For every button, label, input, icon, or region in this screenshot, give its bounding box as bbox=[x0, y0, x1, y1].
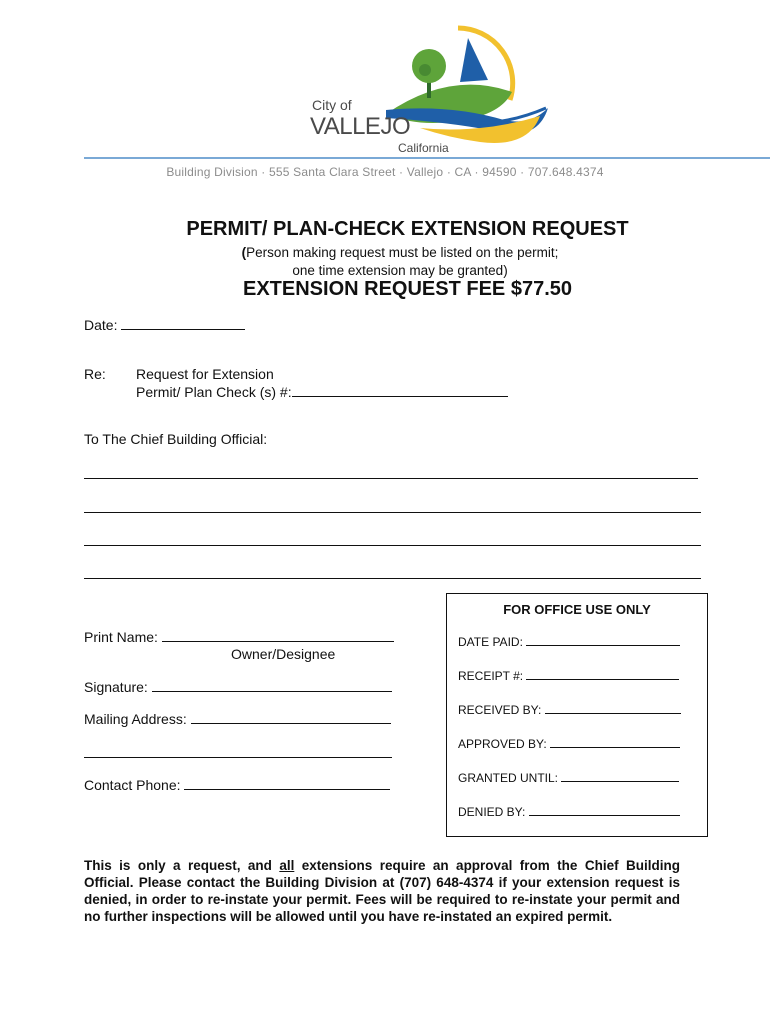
addressee: To The Chief Building Official: bbox=[84, 431, 268, 447]
office-use-box bbox=[446, 593, 708, 837]
city-logo bbox=[300, 22, 560, 160]
date-paid-row bbox=[458, 634, 680, 649]
re-line-2 bbox=[136, 384, 508, 400]
subtitle-paren: ( bbox=[241, 245, 247, 260]
print-name-label: Print Name: bbox=[84, 629, 158, 645]
mailing-field-line-2[interactable] bbox=[84, 757, 392, 758]
granted-until-field[interactable] bbox=[561, 770, 679, 782]
granted-until-row bbox=[458, 770, 679, 785]
notice-underlined-word: all bbox=[279, 858, 295, 873]
receipt-row bbox=[458, 668, 679, 683]
approved-by-field[interactable] bbox=[550, 736, 680, 748]
header-divider bbox=[84, 157, 770, 159]
granted-until-label: GRANTED UNTIL: bbox=[458, 771, 559, 785]
page-title: PERMIT/ PLAN-CHECK EXTENSION REQUEST bbox=[186, 218, 629, 240]
request-line-2[interactable] bbox=[84, 512, 701, 513]
date-paid-label: DATE PAID: bbox=[458, 635, 523, 649]
request-line-4[interactable] bbox=[84, 578, 701, 579]
permit-number-field[interactable] bbox=[292, 384, 508, 397]
date-row bbox=[84, 317, 245, 333]
print-name-field[interactable] bbox=[162, 629, 394, 642]
subtitle-line-1 bbox=[0, 244, 770, 262]
mailing-label: Mailing Address: bbox=[84, 711, 187, 727]
denied-by-field[interactable] bbox=[529, 804, 680, 816]
approval-notice bbox=[84, 857, 680, 925]
phone-label: Contact Phone: bbox=[84, 777, 181, 793]
logo-state: California bbox=[398, 141, 449, 155]
phone-row bbox=[84, 777, 390, 793]
received-by-row bbox=[458, 702, 681, 717]
notice-part-2: extensions require an approval from the Chief Building Official. Please contact the Building Division at (707) 648-4374 if your extension request is denied, in order to re-instate your permit. Fees will be required to re-instate your permit and no further inspections will be allowed until you have re-instated an expired permit. bbox=[84, 858, 680, 924]
subtitle bbox=[0, 244, 770, 280]
date-label: Date: bbox=[84, 317, 118, 333]
permit-number-label: Permit/ Plan Check (s) #: bbox=[136, 384, 292, 400]
subtitle-line-2: one time extension may be granted) bbox=[292, 263, 508, 278]
receipt-field[interactable] bbox=[526, 668, 679, 680]
subtitle-line-1-text: Person making request must be listed on the permit; bbox=[246, 245, 559, 260]
sail-shape bbox=[460, 38, 488, 82]
mailing-field[interactable] bbox=[191, 711, 391, 724]
request-line-3[interactable] bbox=[84, 545, 701, 546]
vallejo-logo-graphic bbox=[300, 22, 560, 160]
receipt-label: RECEIPT #: bbox=[458, 669, 524, 683]
denied-by-row bbox=[458, 804, 680, 819]
division-address: Building Division · 555 Santa Clara Street · Vallejo · CA · 94590 · 707.648.4374 bbox=[166, 165, 604, 179]
fee-heading: EXTENSION REQUEST FEE $77.50 bbox=[243, 278, 572, 300]
office-use-title: FOR OFFICE USE ONLY bbox=[503, 602, 651, 617]
logo-city-of: City of bbox=[312, 97, 352, 113]
received-by-field[interactable] bbox=[545, 702, 681, 714]
notice-part-1: This is only a request, and bbox=[84, 858, 280, 873]
approved-by-label: APPROVED BY: bbox=[458, 737, 547, 751]
mailing-row bbox=[84, 711, 391, 727]
request-line-1[interactable] bbox=[84, 478, 698, 479]
signature-label: Signature: bbox=[84, 679, 148, 695]
denied-by-label: DENIED BY: bbox=[458, 805, 526, 819]
approved-by-row bbox=[458, 736, 680, 751]
signature-row bbox=[84, 679, 392, 695]
signature-field[interactable] bbox=[152, 679, 392, 692]
received-by-label: RECEIVED BY: bbox=[458, 703, 542, 717]
phone-field[interactable] bbox=[184, 777, 390, 790]
date-paid-field[interactable] bbox=[526, 634, 680, 646]
date-field[interactable] bbox=[121, 317, 245, 330]
print-name-row bbox=[84, 629, 394, 645]
re-label: Re: bbox=[84, 366, 106, 382]
re-line-1: Request for Extension bbox=[136, 366, 274, 382]
owner-designee-caption: Owner/Designee bbox=[231, 646, 336, 662]
logo-name: VALLEJO bbox=[310, 113, 411, 140]
